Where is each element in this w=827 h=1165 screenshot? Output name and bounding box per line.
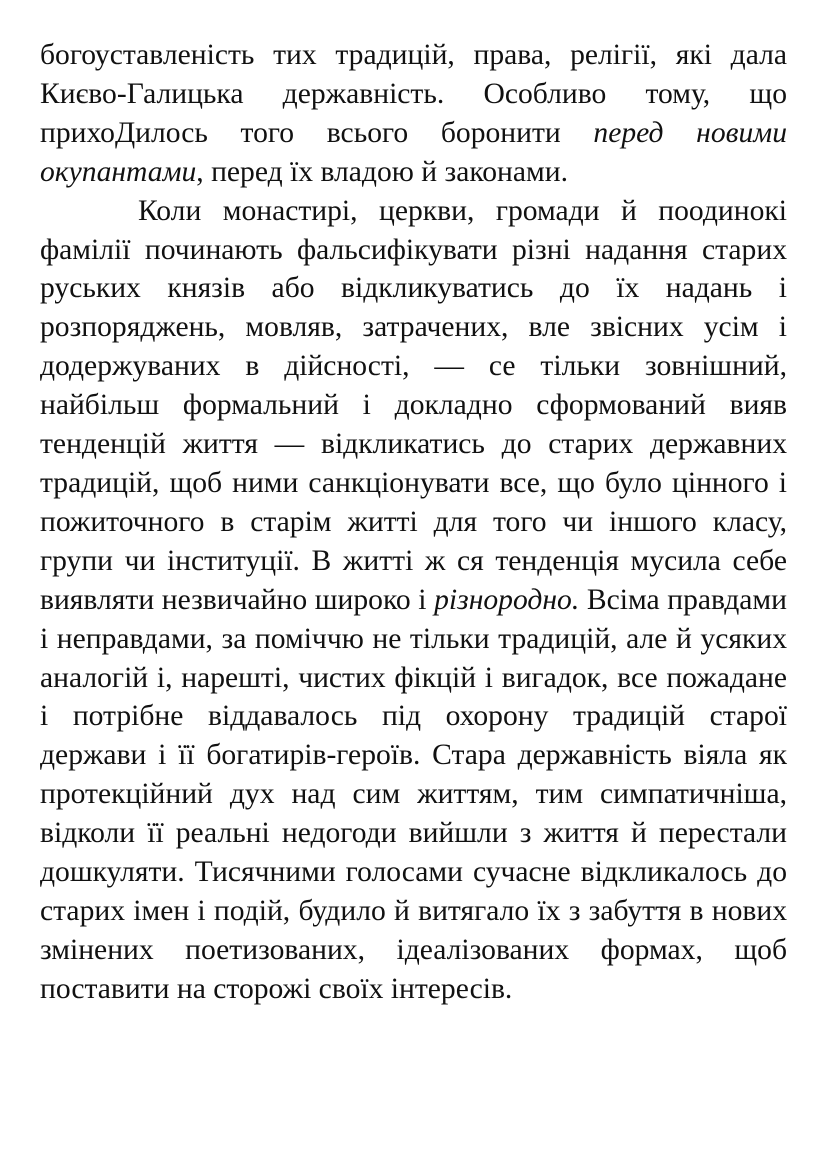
- paragraph-2-text-1: Коли монастирі, церкви, громади й поодинокі фамілії починають фальсифікувати різні надання старих руських князів або відкликуватись до їх надань і розпоряджень, мовляв, затрачених, вле звісних усім і додержуваних в дійсності, — се тільки зовнішний, найбільш формальний і докладно сформований вияв тенденцій життя — відкликатись до старих державних традицій, щоб ними санкціонувати все, що було цінного і пожиточного в старім житті для того чи іншого класу, групи чи інституції. В житті ж ся тенденція мусила себе виявляти незвичайно широко і: [40, 194, 787, 616]
- paragraph-2-italic-word: різнородно.: [434, 583, 580, 616]
- paragraph-1: [40, 36, 787, 192]
- paragraph-2: [40, 192, 787, 1009]
- paragraph-1-text-2: , перед їх владою й законами.: [196, 155, 568, 188]
- paragraph-1-text-1: богоуставленість тих традицій, права, релігії, які дала Києво-Галицька державність. Особливо тому, що прихоДилось того всього боронити: [40, 39, 787, 149]
- document-page: [40, 36, 787, 1009]
- paragraph-1-italic-phrase: перед новими окупантами: [40, 116, 787, 188]
- paragraph-2-text-2: Всіма правдами і неправдами, за поміччю не тільки традицій, але й усяких аналогій і, нарешті, чистих фікцій і вигадок, все пожадане і потрібне віддавалось під охорону традицій старої держави і її богатирів-героїв. Стара державність віяла як протекційний дух над сим життям, тим симпатичніша, відколи її реальні недогоди вийшли з життя й перестали дошкуляти. Тисячними голосами сучасне відкликалось до старих імен і подій, будило й витягало їх з забуття в нових змінених поетизованих, ідеалізованих формах, щоб поставити на сторожі своїх інтересів.: [40, 583, 787, 1005]
